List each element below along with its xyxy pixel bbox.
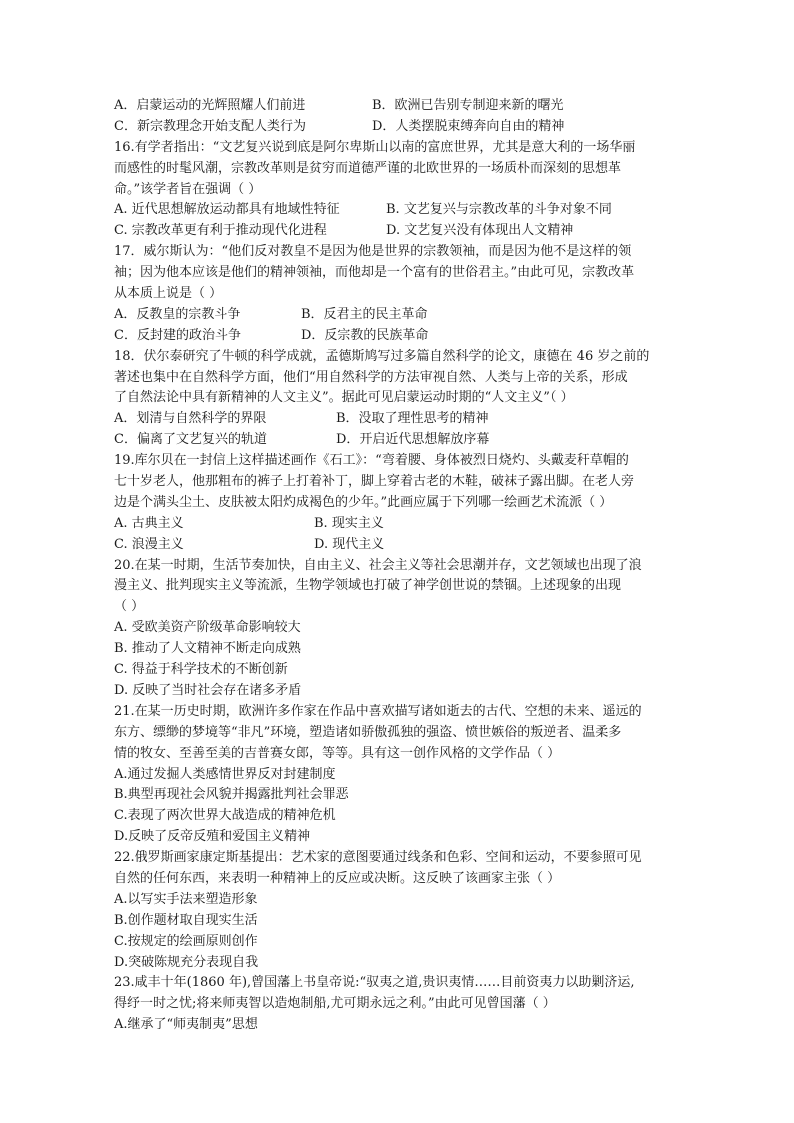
q20-stem-line-2: 漫主义、批判现实主义等流派，生物学领域也打破了神学创世说的禁锢。上述现象的出现 <box>114 578 622 594</box>
q17-option-c: C．反封建的政治斗争 <box>114 327 241 343</box>
q21-option-a: A.通过发掘人类感情世界反对封建制度 <box>114 766 336 782</box>
q17-stem-line-1: 17．威尔斯认为：“他们反对教皇不是因为他是世界的宗教领袖，而是因为他不是这样的领 <box>114 244 632 260</box>
q22-stem-line-1: 22.俄罗斯画家康定斯基提出：艺术家的意图要通过线条和色彩、空间和运动，不要参照可见 <box>114 850 642 866</box>
q16-option-b: B. 文艺复兴与宗教改革的斗争对象不同 <box>386 202 612 218</box>
q22-option-d: D.突破陈规充分表现自我 <box>114 954 259 970</box>
exam-page <box>114 96 690 1036</box>
q18-stem-line-3: 了自然法论中具有新精神的人文主义”。据此可见启蒙运动时期的“人文主义”（ ） <box>114 390 574 406</box>
q17-options-row-1 <box>114 305 690 326</box>
q19-options-row-2 <box>114 535 690 556</box>
q20-option-a: A. 受欧美资产阶级革命影响较大 <box>114 620 301 636</box>
q22-option-c: C.按规定的绘画原则创作 <box>114 933 258 949</box>
q18-stem-line-2: 著述也集中在自然科学方面，他们“用自然科学的方法审视自然、人类与上帝的关系，形成 <box>114 369 628 385</box>
q20-stem-line-3: （ ） <box>114 599 145 615</box>
q18-stem-line-1: 18．伏尔泰研究了牛顿的科学成就，孟德斯鸠写过多篇自然科学的论文，康德在 46 岁之前的 <box>114 348 650 364</box>
q16-option-a: A. 近代思想解放运动都具有地域性特征 <box>114 202 340 218</box>
q18-options-row-1 <box>114 409 690 430</box>
q16-option-d: D. 文艺复兴没有体现出人文精神 <box>386 223 574 239</box>
q21-stem-line-1: 21.在某一历史时期，欧洲许多作家在作品中喜欢描写诸如逝去的古代、空想的未来、遥远的 <box>114 703 642 719</box>
q16-option-c: C. 宗教改革更有利于推动现代化进程 <box>114 223 327 239</box>
q21-option-b: B.典型再现社会风貌并揭露批判社会罪恶 <box>114 787 349 803</box>
q19-options-row-1 <box>114 514 690 535</box>
q15-option-a: A．启蒙运动的光辉照耀人们前进 <box>114 98 306 113</box>
q21-option-d: D.反映了反帝反殖和爱国主义精神 <box>114 829 311 845</box>
q23-stem-line-2: 得纾一时之忧;将来师夷智以造炮制船,尤可期永远之利。”由此可见曾国藩（ ） <box>114 996 556 1012</box>
q21-stem-line-2: 东方、缥缈的梦境等“非凡”环境，塑造诸如骄傲孤独的强盗、愤世嫉俗的叛逆者、温柔多 <box>114 724 622 740</box>
q20-stem-line-1: 20.在某一时期，生活节奏加快，自由主义、社会主义等社会思潮并存，文艺领域也出现了浪 <box>114 557 642 573</box>
q16-options-row-1 <box>114 200 690 221</box>
q18-options-row-2 <box>114 430 690 451</box>
q16-stem-line-2: 而感性的时髦风潮，宗教改革则是贫穷而道德严谨的北欧世界的一场质朴而深刻的思想革 <box>114 160 622 176</box>
q18-option-d: D．开启近代思想解放序幕 <box>336 432 490 448</box>
q18-option-c: C．偏离了文艺复兴的轨道 <box>114 432 267 448</box>
q19-stem-line-2: 七十岁老人，他那粗布的裤子上打着补丁，脚上穿着古老的木鞋，破袜子露出脚。在老人旁 <box>114 474 635 490</box>
q22-option-a: A.以写实手法来塑造形象 <box>114 891 258 907</box>
q19-option-c: C. 浪漫主义 <box>114 536 184 552</box>
q17-stem-line-2: 袖；因为他本应该是他们的精神领袖，而他却是一个富有的世俗君主。”由此可见，宗教改革 <box>114 265 635 281</box>
q20-option-b: B. 推动了人文精神不断走向成熟 <box>114 641 301 657</box>
q18-option-a: A．划清与自然科学的界限 <box>114 411 267 427</box>
q20-option-d: D. 反映了当时社会存在诸多矛盾 <box>114 682 302 698</box>
q16-stem-line-3: 命。”该学者旨在强调（ ） <box>114 181 262 197</box>
q15-option-d: D．人类摆脱束缚奔向自由的精神 <box>372 118 565 134</box>
q17-option-d: D．反宗教的民族革命 <box>301 327 429 343</box>
q19-option-d: D. 现代主义 <box>314 536 385 552</box>
q18-option-b: B．没取了理性思考的精神 <box>336 411 489 427</box>
q17-options-row-2 <box>114 326 690 347</box>
q17-option-b: B．反君主的民主革命 <box>301 306 428 322</box>
q21-option-c: C.表现了两次世界大战造成的精神危机 <box>114 808 336 824</box>
q23-stem-line-1: 23.咸丰十年(1860 年),曾国藩上书皇帝说:“驭夷之道,贵识夷情……目前资夷力以助剿济运, <box>114 975 635 991</box>
q15-option-b: B．欧洲已告别专制迎来新的曙光 <box>372 98 564 113</box>
q21-stem-line-3: 情的牧女、至善至美的吉普赛女郎，等等。具有这一创作风格的文学作品（ ） <box>114 745 561 761</box>
q15-option-c: C．新宗教理念开始支配人类行为 <box>114 118 306 134</box>
q19-option-b: B. 现实主义 <box>314 515 384 531</box>
q15-options-row-2 <box>114 117 690 138</box>
q16-options-row-2 <box>114 221 690 242</box>
q22-option-b: B.创作题材取自现实生活 <box>114 912 258 928</box>
q19-stem-line-3: 边是个满头尘土、皮肤被太阳灼成褐色的少年。”此画应属于下列哪一绘画艺术流派（ ） <box>114 494 613 510</box>
q19-stem-line-1: 19.库尔贝在一封信上这样描述画作《石工》：“弯着腰、身体被烈日烧灼、头戴麦秆草帽的 <box>114 453 629 469</box>
q17-option-a: A．反教皇的宗教斗争 <box>114 306 241 322</box>
q16-stem-line-1: 16.有学者指出：“文艺复兴说到底是阿尔卑斯山以南的富庶世界，尤其是意大利的一场华丽 <box>114 139 636 155</box>
q20-option-c: C. 得益于科学技术的不断创新 <box>114 662 288 678</box>
q15-options-row-1 <box>114 96 690 117</box>
q19-option-a: A. 古典主义 <box>114 515 184 531</box>
q23-option-a: A.继承了“师夷制夷”思想 <box>114 1017 258 1033</box>
q17-stem-line-3: 从本质上说是（ ） <box>114 286 223 302</box>
q22-stem-line-2: 自然的任何东西，来表明一种精神上的反应或决断。这反映了该画家主张（ ） <box>114 870 561 886</box>
